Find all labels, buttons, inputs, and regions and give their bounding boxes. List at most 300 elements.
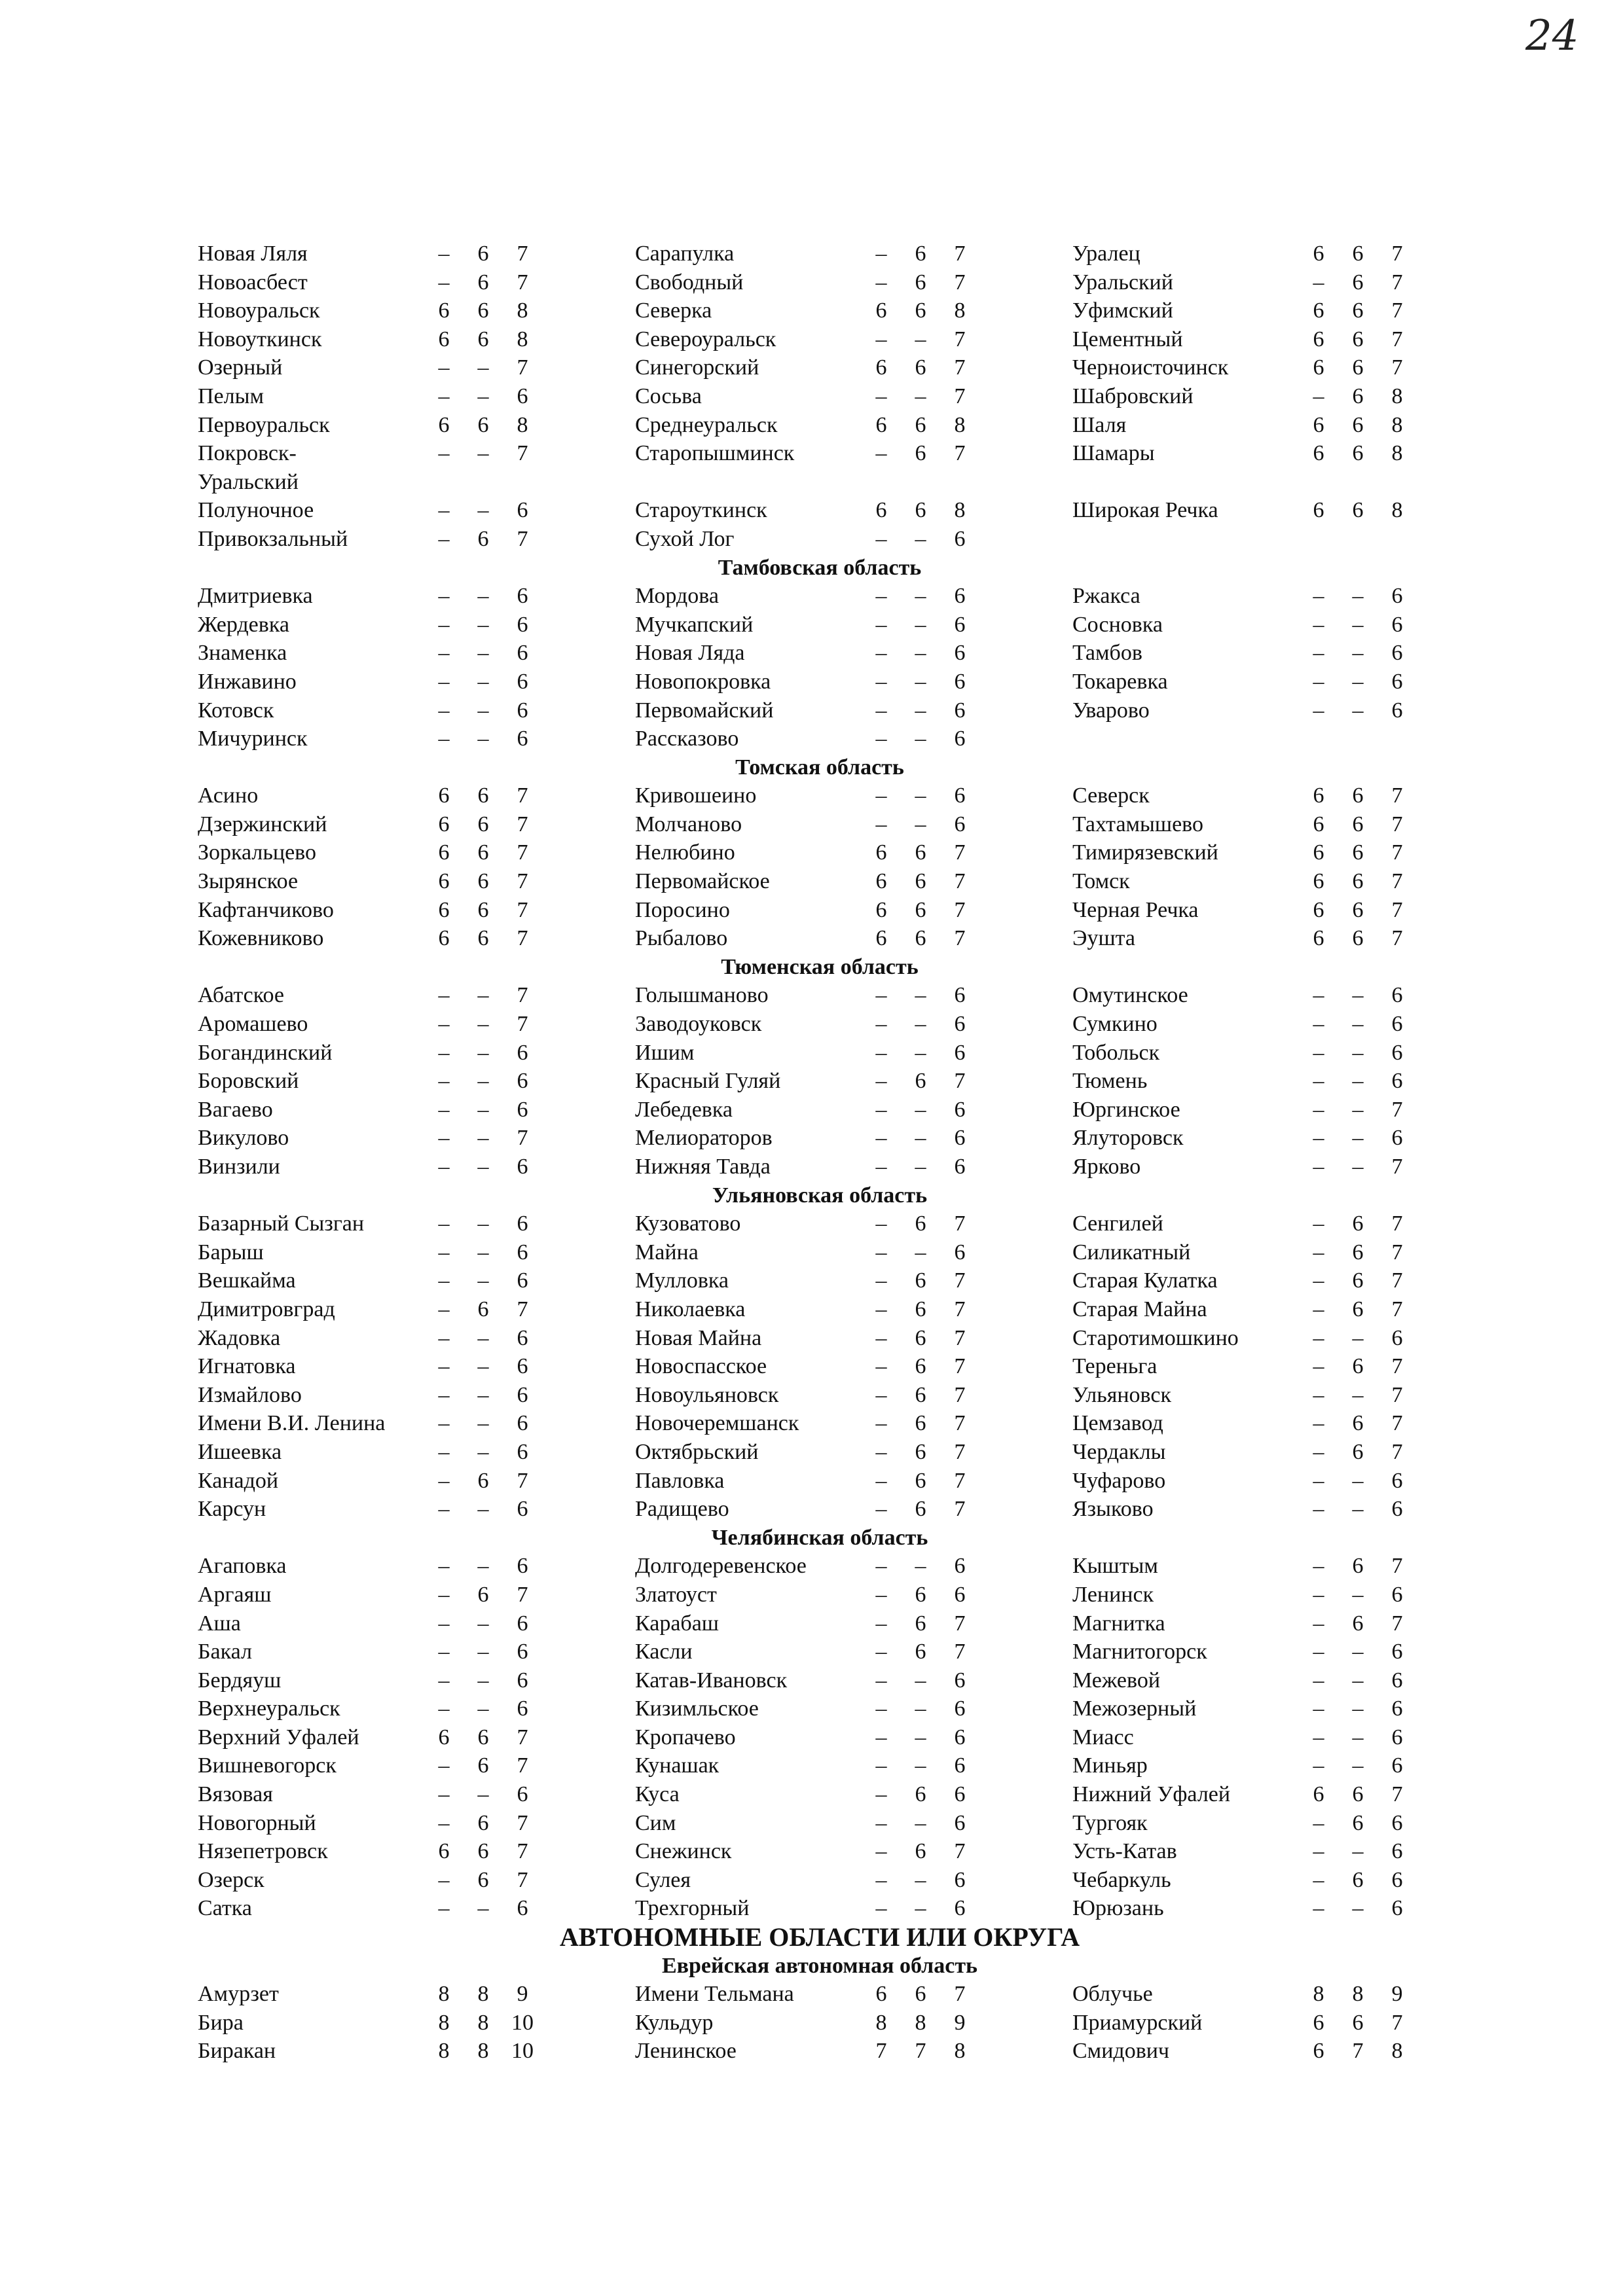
value-2: – xyxy=(477,498,489,523)
value-1: – xyxy=(438,1354,450,1379)
table-row xyxy=(198,525,635,554)
value-3: 7 xyxy=(517,526,528,551)
table-row xyxy=(1072,439,1442,496)
value-3: 6 xyxy=(1391,1126,1403,1151)
settlement-name: Чуфарово xyxy=(1072,1468,1166,1493)
settlement-name: Тереньга xyxy=(1072,1354,1158,1379)
table-row xyxy=(635,1809,1072,1838)
value-2: 6 xyxy=(915,1382,926,1407)
table-row xyxy=(198,1324,635,1353)
value-3: 7 xyxy=(954,1497,966,1522)
value-1: – xyxy=(438,1668,450,1693)
value-3: 6 xyxy=(954,1810,966,1835)
column-2 xyxy=(635,981,1072,1181)
table-row xyxy=(1072,981,1442,1010)
value-1: – xyxy=(1313,1867,1324,1892)
value-3: 7 xyxy=(1391,1297,1403,1321)
value-2: 6 xyxy=(915,298,926,323)
value-2: 6 xyxy=(1352,1439,1364,1464)
value-3: 7 xyxy=(1391,298,1403,323)
value-3: 6 xyxy=(954,1582,966,1607)
value-3: 6 xyxy=(517,1668,528,1693)
value-2: 6 xyxy=(1352,840,1364,865)
table-row xyxy=(198,1295,635,1324)
value-3: 9 xyxy=(517,1982,528,2007)
value-3: 7 xyxy=(954,1839,966,1864)
value-3: 6 xyxy=(1391,584,1403,609)
value-3: 6 xyxy=(1391,669,1403,694)
value-2: 6 xyxy=(477,812,489,836)
table-row xyxy=(1072,1837,1442,1866)
value-2: 8 xyxy=(1352,1982,1364,2007)
value-3: 7 xyxy=(517,1810,528,1835)
table-row xyxy=(1072,696,1442,725)
value-3: 8 xyxy=(517,327,528,351)
value-1: – xyxy=(875,1069,887,1094)
value-3: 7 xyxy=(1391,1211,1403,1236)
table-row xyxy=(198,1866,635,1895)
region-block xyxy=(198,1980,1442,2066)
value-3: 7 xyxy=(954,869,966,894)
value-1: 6 xyxy=(1313,2039,1324,2064)
value-2: 6 xyxy=(1352,441,1364,466)
value-1: 6 xyxy=(438,897,450,922)
settlement-name: Дзержинский xyxy=(198,812,327,836)
value-1: – xyxy=(1313,1696,1324,1721)
value-2: 6 xyxy=(915,1839,926,1864)
value-3: 8 xyxy=(517,412,528,437)
region-block xyxy=(198,582,1442,753)
settlement-name: Смидович xyxy=(1072,2039,1170,2064)
settlement-name: Имени Тельмана xyxy=(635,1982,794,2007)
table-row xyxy=(635,1780,1072,1809)
column-2 xyxy=(635,1980,1072,2066)
settlement-name: Шаля xyxy=(1072,412,1127,437)
table-row xyxy=(198,896,635,925)
value-2: – xyxy=(915,812,926,836)
value-1: – xyxy=(1313,698,1324,723)
settlement-name: Ярково xyxy=(1072,1155,1141,1179)
value-3: 7 xyxy=(517,1126,528,1151)
settlement-name: Нижняя Тавда xyxy=(635,1155,771,1179)
region-title: Тамбовская область xyxy=(718,555,922,580)
value-2: – xyxy=(1352,1497,1364,1522)
settlement-name: Озерный xyxy=(198,355,283,380)
value-2: – xyxy=(915,526,926,551)
value-1: 6 xyxy=(438,840,450,865)
table-row xyxy=(635,696,1072,725)
value-1: – xyxy=(1313,983,1324,1008)
settlement-name: Мучкапский xyxy=(635,612,754,637)
table-row xyxy=(198,867,635,896)
value-1: – xyxy=(438,1040,450,1065)
settlement-name: Рыбалово xyxy=(635,926,728,951)
table-row xyxy=(1072,1780,1442,1809)
table-row xyxy=(635,1039,1072,1067)
value-2: – xyxy=(477,1611,489,1636)
value-3: 6 xyxy=(954,983,966,1008)
value-3: 9 xyxy=(1391,1982,1403,2007)
value-3: 10 xyxy=(511,2039,534,2064)
value-3: 7 xyxy=(1391,1782,1403,1807)
value-3: 6 xyxy=(954,1867,966,1892)
table-row xyxy=(1072,1894,1442,1923)
value-3: 7 xyxy=(1391,1382,1403,1407)
value-2: 6 xyxy=(915,441,926,466)
value-2: 7 xyxy=(1352,2039,1364,2064)
value-1: – xyxy=(875,1867,887,1892)
value-2: 6 xyxy=(1352,926,1364,951)
value-3: 6 xyxy=(517,1782,528,1807)
value-1: – xyxy=(1313,1839,1324,1864)
value-2: 6 xyxy=(1352,1268,1364,1293)
value-2: 6 xyxy=(915,1211,926,1236)
value-2: – xyxy=(477,1640,489,1664)
settlement-name: Кульдур xyxy=(635,2010,714,2035)
column-3 xyxy=(1072,582,1442,753)
value-1: – xyxy=(438,1069,450,1094)
settlement-name: Инжавино xyxy=(198,669,297,694)
value-3: 8 xyxy=(954,412,966,437)
value-3: 7 xyxy=(517,840,528,865)
value-3: 7 xyxy=(1391,355,1403,380)
value-2: – xyxy=(1352,1155,1364,1179)
value-3: 6 xyxy=(517,1211,528,1236)
value-1: – xyxy=(438,1867,450,1892)
settlement-name: Биракан xyxy=(198,2039,276,2064)
region-block xyxy=(198,1552,1442,1923)
settlement-name: Красный Гуляй xyxy=(635,1069,781,1094)
settlement-name: Первомайское xyxy=(635,869,770,894)
settlement-name: Шамары xyxy=(1072,441,1155,466)
settlement-name: Абатское xyxy=(198,983,284,1008)
value-1: – xyxy=(438,1297,450,1321)
table-row xyxy=(635,1124,1072,1153)
settlement-name: Токаревка xyxy=(1072,669,1168,694)
value-1: – xyxy=(438,669,450,694)
value-2: – xyxy=(477,1411,489,1436)
value-3: 6 xyxy=(954,1725,966,1749)
table-row xyxy=(635,981,1072,1010)
value-2: – xyxy=(915,1012,926,1037)
value-3: 6 xyxy=(954,1668,966,1693)
settlement-name: Покровск- Уральский xyxy=(198,441,299,494)
settlement-name: Котовск xyxy=(198,698,274,723)
table-row xyxy=(635,1210,1072,1238)
value-3: 7 xyxy=(517,1839,528,1864)
value-1: 6 xyxy=(875,1982,887,2007)
value-2: 6 xyxy=(915,1497,926,1522)
settlement-name: Сосьва xyxy=(635,384,702,408)
value-3: 6 xyxy=(954,526,966,551)
value-3: 6 xyxy=(1391,1640,1403,1664)
value-2: – xyxy=(477,384,489,408)
value-1: 7 xyxy=(875,2039,887,2064)
value-3: 7 xyxy=(517,242,528,266)
table-row xyxy=(635,867,1072,896)
value-3: 6 xyxy=(1391,641,1403,666)
value-1: – xyxy=(438,1012,450,1037)
table-row xyxy=(635,1295,1072,1324)
settlement-name: Тимирязевский xyxy=(1072,840,1218,865)
value-3: 7 xyxy=(954,1297,966,1321)
value-1: – xyxy=(438,242,450,266)
table-row xyxy=(198,924,635,953)
value-3: 7 xyxy=(954,1268,966,1293)
value-1: – xyxy=(1313,641,1324,666)
value-1: 6 xyxy=(438,412,450,437)
column-3 xyxy=(1072,240,1442,554)
value-1: – xyxy=(438,1896,450,1921)
value-2: – xyxy=(477,1354,489,1379)
value-2: – xyxy=(1352,1668,1364,1693)
settlement-name: Старотимошкино xyxy=(1072,1325,1239,1350)
value-3: 7 xyxy=(954,1411,966,1436)
table-row xyxy=(635,525,1072,554)
table-row xyxy=(1072,496,1442,525)
table-row xyxy=(1072,1723,1442,1752)
table-row xyxy=(635,1695,1072,1723)
value-1: – xyxy=(875,1097,887,1122)
region-title: Еврейская автономная область xyxy=(661,1953,978,1978)
value-3: 6 xyxy=(1391,698,1403,723)
value-2: – xyxy=(915,1240,926,1265)
value-3: 6 xyxy=(517,669,528,694)
value-2: – xyxy=(477,1155,489,1179)
settlement-name: Новочеремшанск xyxy=(635,1411,799,1436)
value-3: 8 xyxy=(1391,2039,1403,2064)
table-row xyxy=(198,1124,635,1153)
settlement-name: Бакал xyxy=(198,1640,252,1664)
table-row xyxy=(198,1581,635,1609)
value-3: 7 xyxy=(517,1753,528,1778)
value-2: 6 xyxy=(915,1354,926,1379)
value-3: 6 xyxy=(954,1012,966,1037)
table-row xyxy=(1072,353,1442,382)
value-3: 7 xyxy=(1391,1411,1403,1436)
value-3: 7 xyxy=(517,869,528,894)
settlement-name: Молчаново xyxy=(635,812,742,836)
value-3: 7 xyxy=(517,812,528,836)
settlement-name: Боровский xyxy=(198,1069,299,1094)
value-3: 7 xyxy=(954,384,966,408)
settlement-name: Бердяуш xyxy=(198,1668,282,1693)
settlement-name: Новоасбест xyxy=(198,270,308,295)
value-1: – xyxy=(875,1696,887,1721)
value-3: 7 xyxy=(1391,1554,1403,1579)
value-2: – xyxy=(477,1040,489,1065)
value-3: 7 xyxy=(517,441,528,466)
value-1: – xyxy=(875,1497,887,1522)
value-1: – xyxy=(875,384,887,408)
settlement-name: Снежинск xyxy=(635,1839,732,1864)
settlement-name: Миасс xyxy=(1072,1725,1134,1749)
value-2: – xyxy=(1352,983,1364,1008)
table-row xyxy=(1072,268,1442,297)
table-row xyxy=(1072,2037,1442,2066)
settlement-name: Черная Речка xyxy=(1072,897,1199,922)
settlement-name: Среднеуральск xyxy=(635,412,778,437)
settlement-name: Свободный xyxy=(635,270,744,295)
settlement-name: Николаевка xyxy=(635,1297,746,1321)
value-2: – xyxy=(1352,1839,1364,1864)
settlement-name: Нелюбино xyxy=(635,840,735,865)
value-3: 7 xyxy=(954,897,966,922)
table-row xyxy=(1072,1409,1442,1438)
settlement-name: Старопышминск xyxy=(635,441,795,466)
table-row xyxy=(635,2009,1072,2037)
value-3: 7 xyxy=(954,1982,966,2007)
table-row xyxy=(635,1751,1072,1780)
value-3: 7 xyxy=(954,1382,966,1407)
value-1: – xyxy=(438,726,450,751)
value-3: 6 xyxy=(1391,1810,1403,1835)
table-row xyxy=(198,838,635,867)
value-2: – xyxy=(915,1554,926,1579)
value-3: 6 xyxy=(517,1640,528,1664)
value-3: 6 xyxy=(1391,1069,1403,1094)
table-row xyxy=(198,1067,635,1096)
table-row xyxy=(1072,1266,1442,1295)
value-1: 6 xyxy=(438,926,450,951)
table-row xyxy=(1072,1039,1442,1067)
value-3: 7 xyxy=(954,242,966,266)
table-row xyxy=(198,1381,635,1410)
value-2: 6 xyxy=(1352,298,1364,323)
value-2: – xyxy=(915,1040,926,1065)
value-3: 7 xyxy=(1391,2010,1403,2035)
settlement-name: Поросино xyxy=(635,897,730,922)
value-1: – xyxy=(438,1782,450,1807)
table-row xyxy=(1072,924,1442,953)
table-row xyxy=(1072,1809,1442,1838)
value-3: 7 xyxy=(954,926,966,951)
value-1: – xyxy=(875,783,887,808)
table-row xyxy=(198,1352,635,1381)
table-row xyxy=(198,353,635,382)
value-3: 7 xyxy=(517,1297,528,1321)
table-row xyxy=(198,439,635,496)
settlement-name: Сухой Лог xyxy=(635,526,735,551)
settlement-name: Ленинск xyxy=(1072,1582,1154,1607)
table-row xyxy=(198,1609,635,1638)
table-row xyxy=(635,1609,1072,1638)
table-row xyxy=(635,896,1072,925)
table-row xyxy=(198,1751,635,1780)
value-2: – xyxy=(915,669,926,694)
value-2: – xyxy=(1352,1126,1364,1151)
value-3: 6 xyxy=(517,1382,528,1407)
value-3: 7 xyxy=(954,1211,966,1236)
settlement-name: Вишневогорск xyxy=(198,1753,337,1778)
value-1: – xyxy=(1313,1582,1324,1607)
column-1 xyxy=(198,1980,635,2066)
value-3: 7 xyxy=(954,1439,966,1464)
value-1: – xyxy=(1313,1611,1324,1636)
value-3: 6 xyxy=(517,1097,528,1122)
value-2: 6 xyxy=(477,926,489,951)
settlement-name: Старая Майна xyxy=(1072,1297,1207,1321)
value-1: – xyxy=(438,983,450,1008)
column-2 xyxy=(635,240,1072,554)
settlement-name: Кожевниково xyxy=(198,926,324,951)
table-row xyxy=(1072,296,1442,325)
settlement-name: Трехгорный xyxy=(635,1896,750,1921)
value-3: 6 xyxy=(1391,1582,1403,1607)
value-2: – xyxy=(477,1097,489,1122)
value-3: 6 xyxy=(1391,1040,1403,1065)
value-3: 7 xyxy=(954,270,966,295)
table-row xyxy=(198,1495,635,1524)
value-1: – xyxy=(875,1211,887,1236)
value-1: – xyxy=(875,1810,887,1835)
value-2: 6 xyxy=(915,840,926,865)
value-2: – xyxy=(915,1896,926,1921)
value-1: 6 xyxy=(1313,498,1324,523)
value-2: 6 xyxy=(915,1297,926,1321)
value-1: – xyxy=(875,1439,887,1464)
value-2: 6 xyxy=(477,526,489,551)
value-1: 6 xyxy=(875,840,887,865)
settlement-name: Цемзавод xyxy=(1072,1411,1163,1436)
value-1: – xyxy=(875,242,887,266)
value-2: 6 xyxy=(1352,1240,1364,1265)
value-1: – xyxy=(1313,1155,1324,1179)
value-1: – xyxy=(875,1325,887,1350)
value-2: – xyxy=(915,641,926,666)
settlement-name: Тамбов xyxy=(1072,641,1142,666)
settlement-name: Агаповка xyxy=(198,1554,287,1579)
value-3: 8 xyxy=(1391,498,1403,523)
table-row xyxy=(635,1894,1072,1923)
table-row xyxy=(198,1409,635,1438)
value-1: – xyxy=(1313,1468,1324,1493)
value-2: 6 xyxy=(1352,1810,1364,1835)
value-1: – xyxy=(875,1725,887,1749)
settlement-name: Усть-Катав xyxy=(1072,1839,1177,1864)
value-2: – xyxy=(477,355,489,380)
settlement-name: Сосновка xyxy=(1072,612,1163,637)
value-3: 6 xyxy=(954,641,966,666)
table-row xyxy=(1072,1495,1442,1524)
value-3: 6 xyxy=(954,726,966,751)
settlement-name: Златоуст xyxy=(635,1582,717,1607)
table-row xyxy=(1072,1010,1442,1039)
value-3: 6 xyxy=(1391,1896,1403,1921)
settlement-name: Старая Кулатка xyxy=(1072,1268,1218,1293)
table-row xyxy=(635,1010,1072,1039)
table-row xyxy=(1072,1581,1442,1609)
value-1: – xyxy=(1313,1126,1324,1151)
settlement-name: Викулово xyxy=(198,1126,289,1151)
value-3: 6 xyxy=(1391,1668,1403,1693)
table-row xyxy=(635,382,1072,411)
settlement-name: Тахтамышево xyxy=(1072,812,1203,836)
table-row xyxy=(1072,1467,1442,1496)
value-1: – xyxy=(438,270,450,295)
table-row xyxy=(198,1266,635,1295)
value-2: – xyxy=(1352,1040,1364,1065)
value-2: 6 xyxy=(477,1468,489,1493)
settlement-name: Верхний Уфалей xyxy=(198,1725,359,1749)
table-row xyxy=(198,1238,635,1267)
value-1: 6 xyxy=(1313,242,1324,266)
table-row xyxy=(635,1096,1072,1124)
value-2: – xyxy=(477,1268,489,1293)
value-1: – xyxy=(875,1611,887,1636)
value-2: – xyxy=(477,641,489,666)
value-3: 6 xyxy=(517,1268,528,1293)
